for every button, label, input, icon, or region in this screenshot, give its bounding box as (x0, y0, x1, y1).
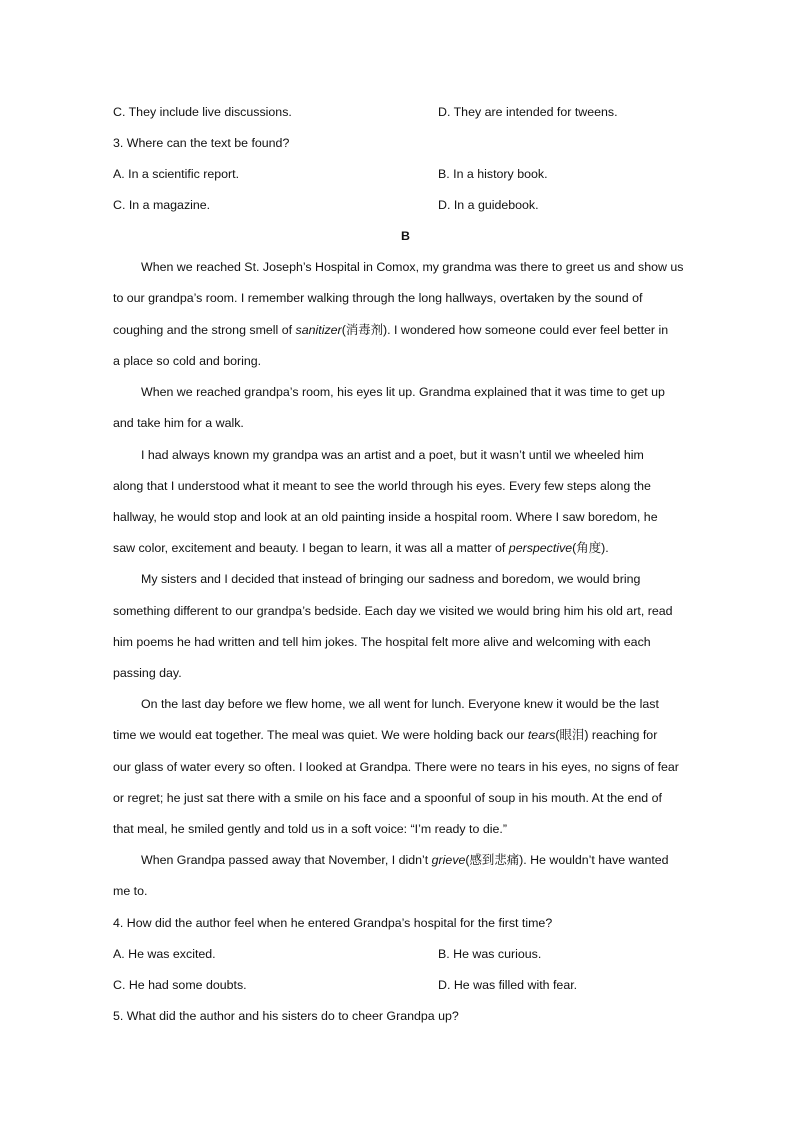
vocab-term: grieve (431, 853, 466, 867)
q3-question: 3. Where can the text be found? (113, 136, 290, 150)
q3-option-b: B. In a history book. (438, 167, 548, 181)
passage-line (113, 322, 668, 338)
passage-line: and take him for a walk. (113, 416, 244, 430)
q2-option-c: C. They include live discussions. (113, 105, 292, 119)
passage-line: passing day. (113, 666, 182, 680)
passage-line: something different to our grandpa’s bedside. Each day we visited we would bring him his old art, read (113, 604, 673, 618)
q4-option-c: C. He had some doubts. (113, 978, 247, 992)
passage-line (113, 540, 609, 556)
passage-text: (眼泪) reaching for (555, 728, 658, 742)
vocab-term: perspective (508, 541, 573, 555)
passage-line: that meal, he smiled gently and told us in a soft voice: “I’m ready to die.” (113, 822, 507, 836)
passage-text: (消毒剂). I wondered how someone could ever feel better in (341, 323, 669, 337)
passage-line: hallway, he would stop and look at an old painting inside a hospital room. Where I saw boredom, he (113, 510, 658, 524)
passage-line: a place so cold and boring. (113, 354, 262, 368)
passage-text: When Grandpa passed away that November, I didn’t (141, 853, 432, 867)
q2-option-d: D. They are intended for tweens. (438, 105, 618, 119)
q4-question: 4. How did the author feel when he entered Grandpa’s hospital for the first time? (113, 916, 553, 930)
passage-line: On the last day before we flew home, we all went for lunch. Everyone knew it would be the last (141, 697, 659, 711)
q4-option-b: B. He was curious. (438, 947, 542, 961)
q5-question: 5. What did the author and his sisters do to cheer Grandpa up? (113, 1009, 459, 1023)
passage-line (113, 727, 657, 743)
passage-line: When we reached grandpa’s room, his eyes lit up. Grandma explained that it was time to get up (141, 385, 665, 399)
passage-line: him poems he had written and tell him jokes. The hospital felt more alive and welcoming with each (113, 635, 651, 649)
q4-option-d: D. He was filled with fear. (438, 978, 578, 992)
passage-line (141, 852, 669, 868)
passage-line: When we reached St. Joseph’s Hospital in Comox, my grandma was there to greet us and show us (141, 260, 684, 274)
passage-line: My sisters and I decided that instead of bringing our sadness and boredom, we would bring (141, 572, 641, 586)
passage-line: our glass of water every so often. I looked at Grandpa. There were no tears in his eyes, no signs of fear (113, 760, 679, 774)
q3-option-d: D. In a guidebook. (438, 198, 539, 212)
passage-text: coughing and the strong smell of (113, 323, 296, 337)
passage-line: me to. (113, 884, 148, 898)
passage-line: I had always known my grandpa was an artist and a poet, but it wasn’t until we wheeled him (141, 448, 644, 462)
q3-option-a: A. In a scientific report. (113, 167, 240, 181)
passage-line: to our grandpa’s room. I remember walking through the long hallways, overtaken by the sound of (113, 291, 643, 305)
passage-line: along that I understood what it meant to see the world through his eyes. Every few steps along the (113, 479, 651, 493)
passage-text: (角度). (572, 541, 609, 555)
passage-line: or regret; he just sat there with a smile on his face and a spoonful of soup in his mouth. At the end of (113, 791, 662, 805)
vocab-term: tears (527, 728, 556, 742)
passage-text: saw color, excitement and beauty. I began to learn, it was all a matter of (113, 541, 509, 555)
passage-text: (感到悲痛). He wouldn’t have wanted (465, 853, 669, 867)
q4-option-a: A. He was excited. (113, 947, 216, 961)
passage-text: time we would eat together. The meal was quiet. We were holding back our (113, 728, 528, 742)
section-heading: B (401, 229, 410, 243)
vocab-term: sanitizer (295, 323, 342, 337)
q3-option-c: C. In a magazine. (113, 198, 211, 212)
